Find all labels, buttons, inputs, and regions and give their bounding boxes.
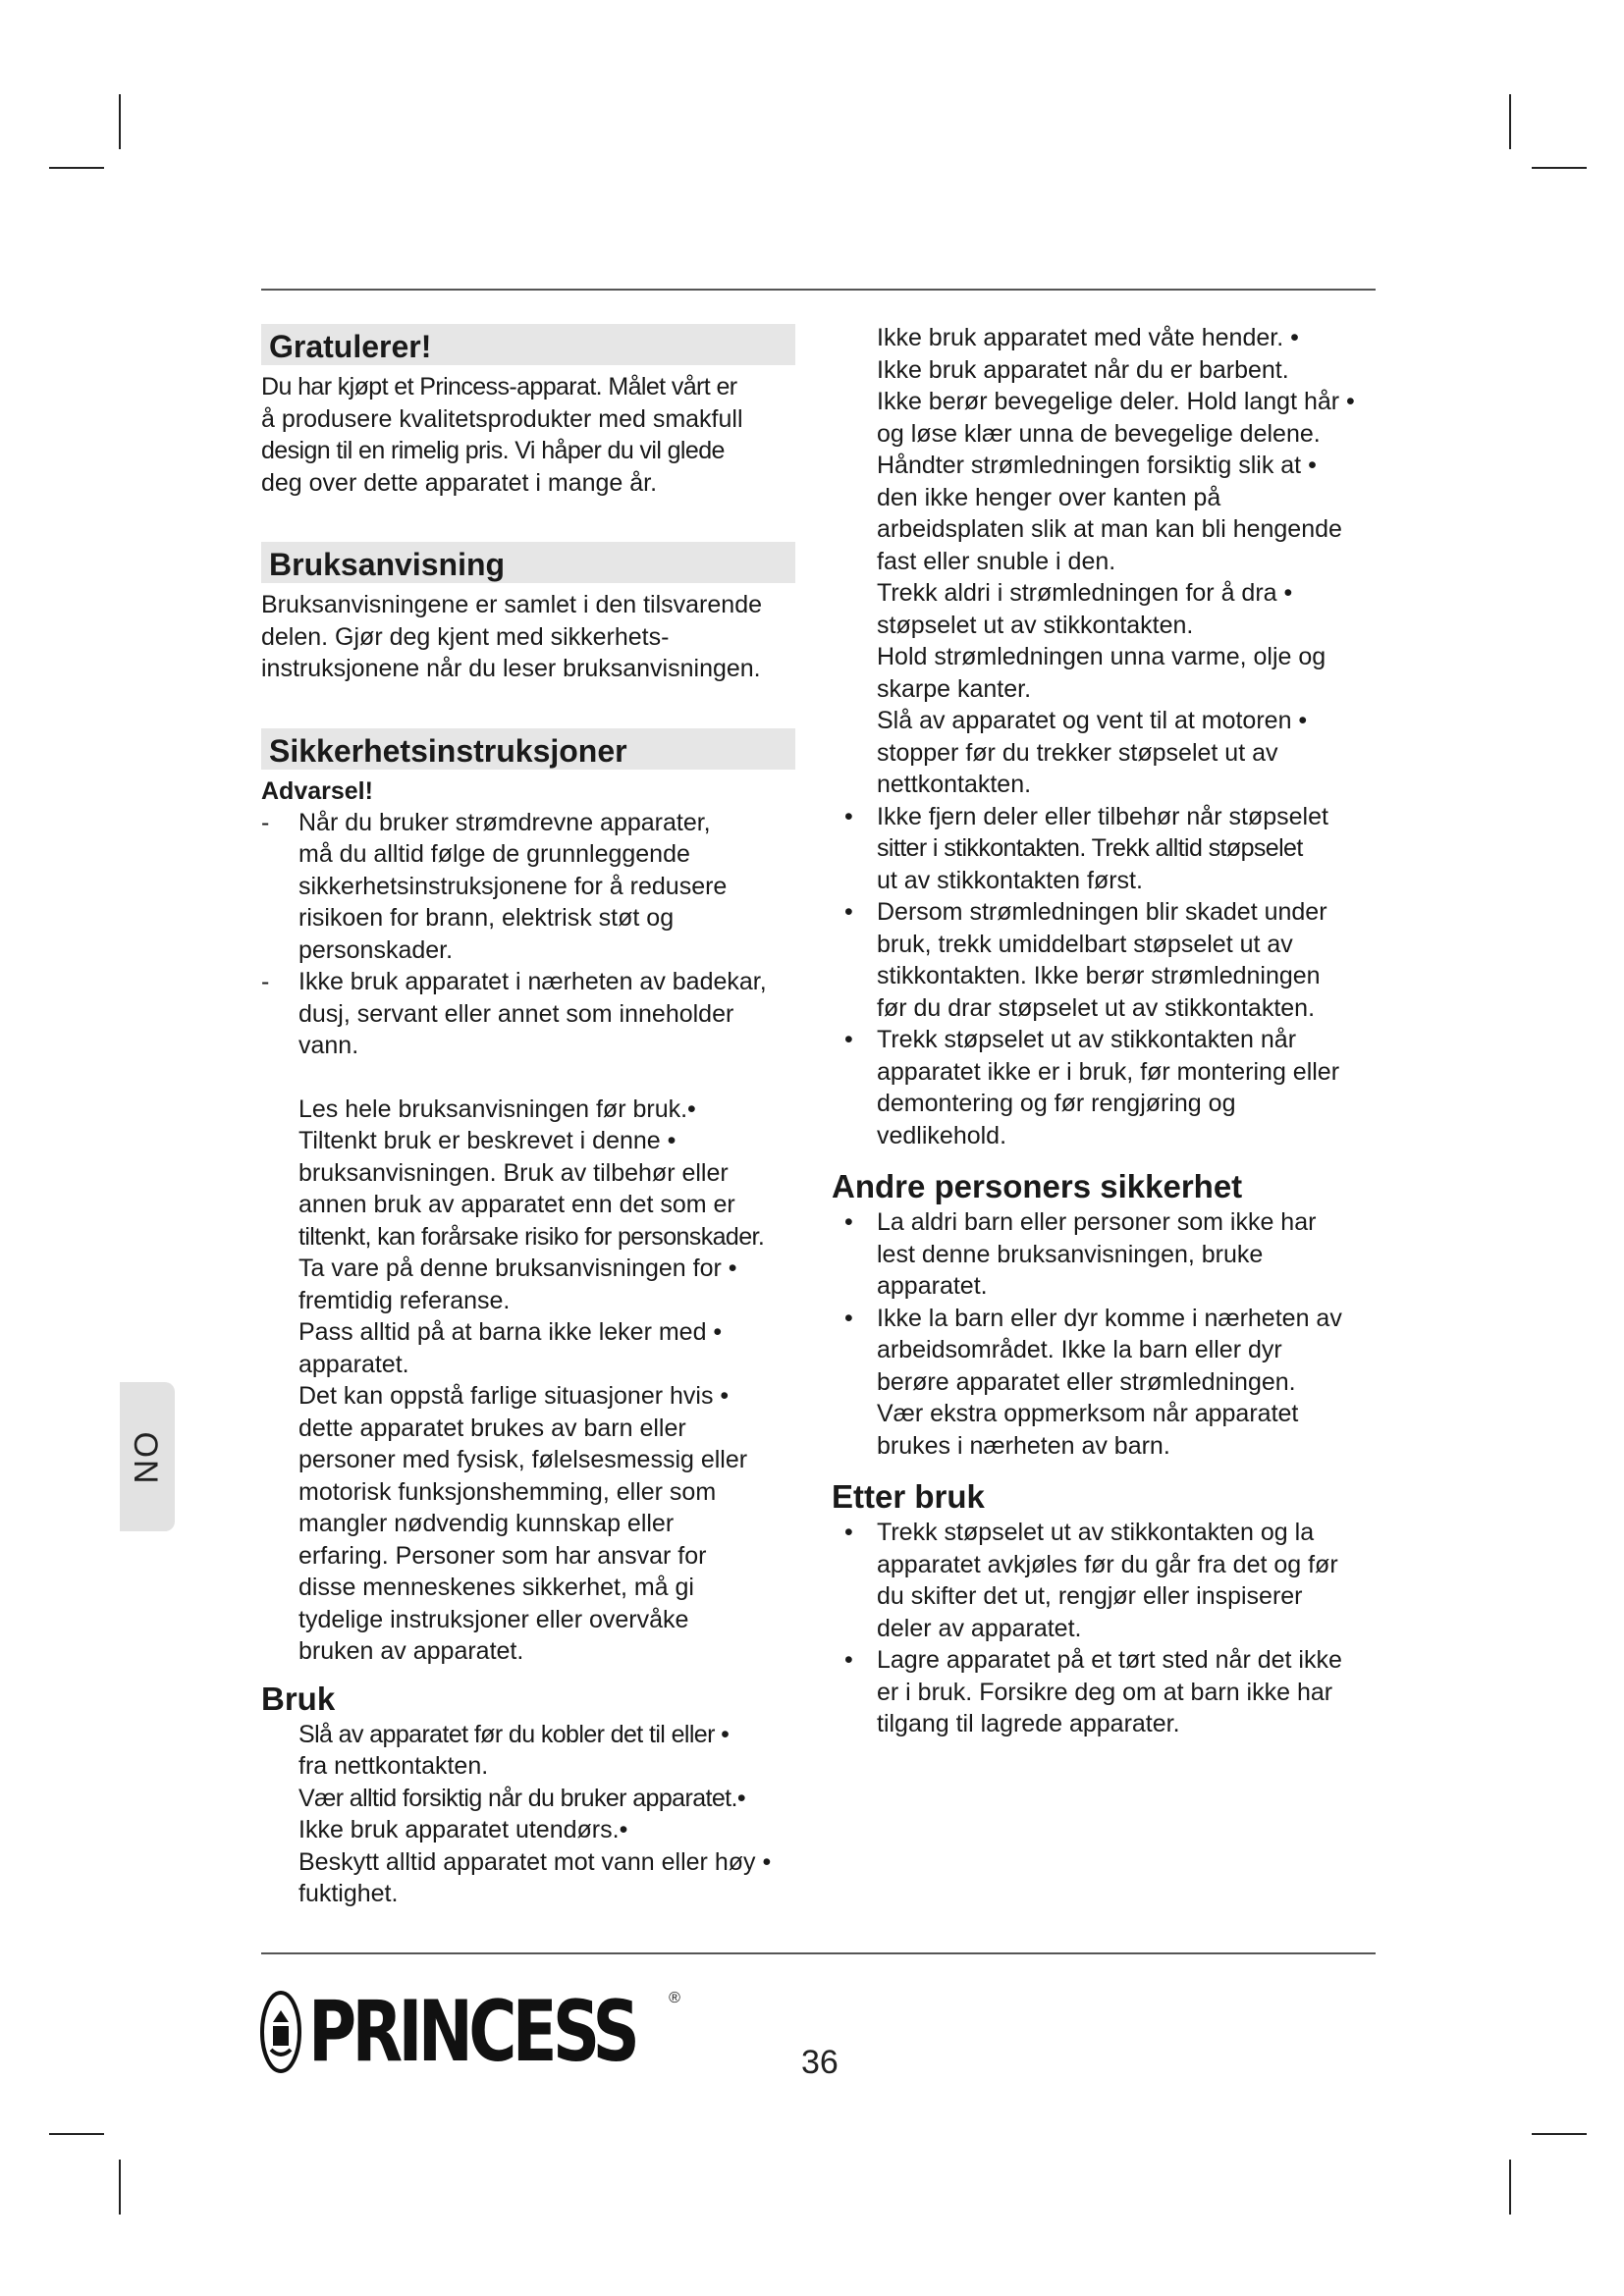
- text-line: å produsere kvalitetsprodukter med smakfull: [261, 404, 743, 433]
- text-line: den ikke henger over kanten på: [877, 483, 1221, 511]
- crop-mark: [1532, 2133, 1587, 2135]
- text-line: Ikke bruk apparatet i nærheten av badekar,: [298, 968, 767, 995]
- text-line: deg over dette apparatet i mange år.: [261, 468, 658, 497]
- text-line: design til en rimelig pris. Vi håper du vil glede: [261, 437, 725, 464]
- text-line: bruken av apparatet.: [298, 1637, 524, 1665]
- left-column: [261, 324, 811, 1910]
- section-andre: [832, 1167, 1389, 1462]
- text-line: du skifter det ut, rengjør eller inspiserer: [877, 1582, 1303, 1610]
- text-line: sitter i stikkontakten. Trekk alltid støpselet: [877, 834, 1303, 862]
- text-line: Ikke bruk apparatet når du er barbent.: [877, 355, 1289, 384]
- text-line: bruk, trekk umiddelbart støpselet ut av: [877, 930, 1293, 958]
- list-item: [261, 966, 811, 1062]
- text-line: ut av stikkontakten først.: [877, 866, 1143, 894]
- text-line: tilgang til lagrede apparater.: [877, 1710, 1180, 1737]
- text-line: Vær alltid forsiktig når du bruker apparatet.•: [298, 1784, 745, 1812]
- text-line: disse menneskenes sikkerhet, må gi: [298, 1574, 694, 1601]
- section-bruksanvisning: [261, 542, 811, 685]
- bottom-rule: [261, 1952, 1376, 1954]
- crown-emblem-icon: [259, 1989, 302, 2075]
- text-line: arbeidsområdet. Ikke la barn eller dyr: [877, 1336, 1282, 1363]
- bullet-icon: •: [844, 1519, 853, 1546]
- bruk-text: [261, 1719, 811, 1910]
- heading-sikkerhet: Sikkerhetsinstruksjoner: [261, 728, 795, 770]
- text-line: Ikke fjern deler eller tilbehør når støpselet: [877, 802, 1328, 830]
- text-line: Håndter strømledningen forsiktig slik at •: [877, 452, 1317, 479]
- section-sikkerhet: [261, 728, 811, 1668]
- section-etter: [832, 1477, 1389, 1740]
- text-line: Hold strømledningen unna varme, olje og: [877, 643, 1326, 670]
- safety-text-continued: [839, 322, 1389, 801]
- text-line: Det kan oppstå farlige situasjoner hvis •: [298, 1382, 730, 1410]
- crop-mark: [119, 94, 121, 149]
- list-item-text: [839, 1024, 1389, 1151]
- text-line: Les hele bruksanvisningen før bruk.•: [298, 1095, 696, 1123]
- text-line: Ikke la barn eller dyr komme i nærheten av: [877, 1304, 1342, 1332]
- text-line: dusj, servant eller annet som inneholder: [298, 999, 734, 1028]
- list-item-text: [839, 1206, 1389, 1303]
- text-line: motorisk funksjonshemming, eller som: [298, 1477, 717, 1506]
- princess-logo: [259, 1983, 739, 2081]
- text-line: demontering og før rengjøring og: [877, 1090, 1236, 1117]
- text-line: fuktighet.: [298, 1880, 399, 1907]
- dash-marker: -: [261, 808, 270, 836]
- text-line: Når du bruker strømdrevne apparater,: [298, 808, 711, 836]
- bullet-icon: •: [844, 898, 853, 926]
- list-item: [261, 807, 811, 967]
- text-line: Ikke berør bevegelige deler. Hold langt hår •: [877, 388, 1355, 415]
- text-line: instruksjonene når du leser bruksanvisningen.: [261, 655, 761, 682]
- list-item: [839, 1644, 1389, 1740]
- safety-bullets: [839, 801, 1389, 1152]
- page-number: 36: [801, 2044, 839, 2081]
- text-line: Trekk støpselet ut av stikkontakten når: [877, 1026, 1297, 1053]
- text-line: Du har kjøpt et Princess-apparat. Målet vårt er: [261, 373, 737, 400]
- text-line: apparatet.: [877, 1272, 988, 1300]
- list-item: [839, 1024, 1389, 1151]
- warning-label: Advarsel!: [261, 776, 373, 805]
- text-line: tydelige instruksjoner eller overvåke: [298, 1605, 689, 1633]
- list-item: [839, 1206, 1389, 1303]
- text-line: skarpe kanter.: [877, 674, 1032, 703]
- text-line: bruksanvisningen. Bruk av tilbehør eller: [298, 1158, 729, 1187]
- registered-mark: ®: [669, 1990, 680, 2006]
- list-item-text: [839, 1517, 1389, 1644]
- bullet-icon: •: [844, 802, 853, 830]
- top-rule: [261, 289, 1376, 291]
- bullet-icon: •: [844, 1208, 853, 1236]
- section-gratulerer: [261, 324, 811, 499]
- text-line: Slå av apparatet før du kobler det til eller •: [298, 1720, 730, 1748]
- language-tab-label: NO: [128, 1429, 166, 1484]
- crop-mark: [49, 2133, 104, 2135]
- text-line: Bruksanvisningene er samlet i den tilsvarende: [261, 591, 762, 618]
- text-line: mangler nødvendig kunnskap eller: [298, 1510, 675, 1537]
- text-line: sikkerhetsinstruksjonene for å redusere: [298, 872, 728, 900]
- text-line: apparatet ikke er i bruk, før montering eller: [877, 1057, 1340, 1086]
- text-line: og løse klær unna de bevegelige delene.: [877, 419, 1321, 448]
- list-item-text: [839, 1644, 1389, 1740]
- text-line: Lagre apparatet på et tørt sted når det ikke: [877, 1646, 1342, 1674]
- text-line: apparatet.: [298, 1350, 409, 1378]
- text-line: stopper før du trekker støpselet ut av: [877, 738, 1278, 767]
- bullet-icon: •: [844, 1646, 853, 1674]
- crop-mark: [1509, 94, 1511, 149]
- list-item: [839, 1303, 1389, 1463]
- gratulerer-text: [261, 371, 811, 499]
- text-line: Ikke bruk apparatet utendørs.•: [298, 1816, 628, 1843]
- dash-marker: -: [261, 968, 270, 995]
- etter-list: [839, 1517, 1389, 1740]
- text-line: lest denne bruksanvisningen, bruke: [877, 1240, 1264, 1268]
- list-item: [839, 896, 1389, 1024]
- text-line: brukes i nærheten av barn.: [877, 1431, 1170, 1460]
- text-line: fast eller snuble i den.: [877, 547, 1116, 575]
- text-line: Beskytt alltid apparatet mot vann eller høy •: [298, 1847, 772, 1876]
- heading-andre: Andre personers sikkerhet: [832, 1168, 1243, 1204]
- heading-gratulerer: Gratulerer!: [261, 324, 795, 365]
- text-line: arbeidsplaten slik at man kan bli hengende: [877, 515, 1342, 543]
- language-tab: [120, 1382, 175, 1531]
- text-line: nettkontakten.: [877, 771, 1032, 798]
- text-line: personer med fysisk, følelsesmessig eller: [298, 1446, 748, 1473]
- crop-mark: [1532, 167, 1587, 169]
- text-line: vedlikehold.: [877, 1121, 1007, 1149]
- list-item-text: [839, 801, 1389, 897]
- text-line: Pass alltid på at barna ikke leker med •: [298, 1318, 723, 1346]
- text-line: dette apparatet brukes av barn eller: [298, 1414, 686, 1442]
- list-item-text: [839, 1303, 1389, 1463]
- brand-name: PRINCESS: [308, 1983, 636, 2081]
- safety-text: [261, 1094, 811, 1668]
- text-line: Trekk støpselet ut av stikkontakten og la: [877, 1519, 1315, 1546]
- text-line: Tiltenkt bruk er beskrevet i denne •: [298, 1127, 677, 1154]
- text-line: fra nettkontakten.: [298, 1752, 489, 1780]
- text-line: delen. Gjør deg kjent med sikkerhets-: [261, 622, 670, 651]
- text-line: risikoen for brann, elektrisk støt og: [298, 904, 675, 932]
- bruksanvisning-text: [261, 589, 811, 685]
- list-item: [839, 801, 1389, 897]
- text-line: annen bruk av apparatet enn det som er: [298, 1191, 735, 1218]
- section-bruk: [261, 1680, 811, 1910]
- text-line: er i bruk. Forsikre deg om at barn ikke har: [877, 1678, 1333, 1706]
- text-line: må du alltid følge de grunnleggende: [298, 840, 690, 868]
- text-line: Ikke bruk apparatet med våte hender. •: [877, 324, 1299, 351]
- text-line: erfaring. Personer som har ansvar for: [298, 1541, 707, 1570]
- right-column: [832, 324, 1389, 1740]
- text-line: deler av apparatet.: [877, 1614, 1082, 1642]
- text-line: stikkontakten. Ikke berør strømledningen: [877, 962, 1321, 989]
- text-line: vann.: [298, 1032, 359, 1059]
- text-line: før du drar støpselet ut av stikkontakten.: [877, 993, 1316, 1022]
- text-line: Vær ekstra oppmerksom når apparatet: [877, 1400, 1299, 1427]
- list-item-text: [261, 966, 811, 1062]
- text-line: apparatet avkjøles før du går fra det og før: [877, 1550, 1338, 1578]
- list-item: [839, 1517, 1389, 1644]
- crop-mark: [119, 2160, 121, 2215]
- text-line: støpselet ut av stikkontakten.: [877, 611, 1194, 639]
- text-line: Dersom strømledningen blir skadet under: [877, 898, 1327, 926]
- crop-mark: [49, 167, 104, 169]
- crop-mark: [1509, 2160, 1511, 2215]
- text-line: tiltenkt, kan forårsake risiko for personskader.: [298, 1222, 765, 1251]
- list-item-text: [839, 896, 1389, 1024]
- text-line: berøre apparatet eller strømledningen.: [877, 1367, 1296, 1396]
- text-line: Ta vare på denne bruksanvisningen for •: [298, 1255, 737, 1282]
- text-line: Trekk aldri i strømledningen for å dra •: [877, 579, 1293, 607]
- text-line: Slå av apparatet og vent til at motoren •: [877, 707, 1308, 734]
- heading-etter: Etter bruk: [832, 1478, 985, 1515]
- bullet-icon: •: [844, 1304, 853, 1332]
- list-item-text: [261, 807, 811, 967]
- heading-bruksanvisning: Bruksanvisning: [261, 542, 795, 583]
- bullet-icon: •: [844, 1026, 853, 1053]
- heading-bruk: Bruk: [261, 1680, 336, 1717]
- text-line: La aldri barn eller personer som ikke har: [877, 1208, 1317, 1236]
- warning-list: [261, 807, 811, 1062]
- text-line: fremtidig referanse.: [298, 1286, 511, 1314]
- text-line: personskader.: [298, 935, 454, 964]
- andre-list: [839, 1206, 1389, 1462]
